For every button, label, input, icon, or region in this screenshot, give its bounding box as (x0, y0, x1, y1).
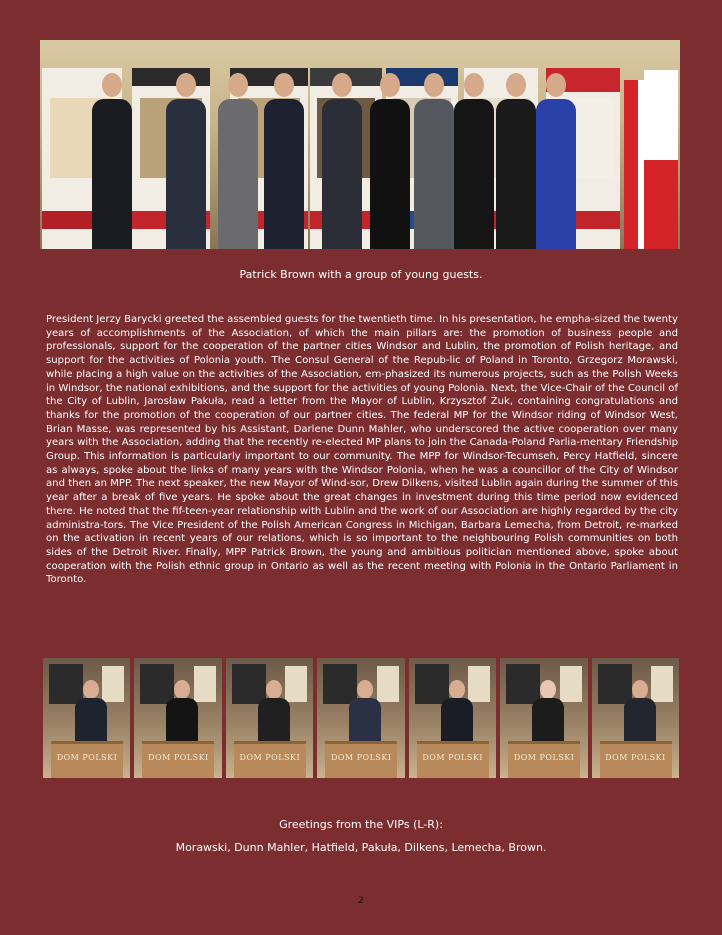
page-number: 2 (358, 896, 364, 906)
vip-photo (317, 658, 404, 778)
guest-figure (218, 73, 258, 249)
vip-caption-title: Greetings from the VIPs (L-R): (279, 818, 443, 831)
podium-label: DOM POLSKI (508, 741, 580, 778)
guest-figure (370, 73, 410, 249)
group-photo (40, 40, 680, 249)
polish-flag (644, 70, 678, 249)
guest-figure (414, 73, 454, 249)
guest-figure (166, 73, 206, 249)
vip-caption-names: Morawski, Dunn Mahler, Hatfield, Pakuła, Dilkens, Lemecha, Brown. (175, 841, 547, 854)
podium-label: DOM POLSKI (600, 741, 672, 778)
vip-photo (43, 658, 130, 778)
vip-photo-strip (43, 658, 679, 778)
top-photo-caption: Patrick Brown with a group of young guests. (239, 268, 483, 281)
podium-label: DOM POLSKI (51, 741, 123, 778)
vip-photo (592, 658, 679, 778)
guest-figure (496, 73, 536, 249)
podium-label: DOM POLSKI (325, 741, 397, 778)
podium-label: DOM POLSKI (142, 741, 214, 778)
guest-figure (322, 73, 362, 249)
vip-photo (134, 658, 221, 778)
guest-figure (264, 73, 304, 249)
guest-figure (92, 73, 132, 249)
podium-label: DOM POLSKI (234, 741, 306, 778)
guest-figure (454, 73, 494, 249)
vip-photo (226, 658, 313, 778)
guest-figure (536, 73, 576, 249)
podium-label: DOM POLSKI (417, 741, 489, 778)
vip-photo (500, 658, 587, 778)
vip-photo (409, 658, 496, 778)
article-paragraph: President Jerzy Barycki greeted the assembled guests for the twentieth time. In his presentation, he empha-sized the twenty years of accomplishments of the Association, of which the main pillars are: the promotion of business people and professionals, support for the cooperation of the partner cities Windsor and Lublin, the promotion of Polish heritage, and support for the activities of Polonia youth. The Consul General of the Repub-lic of Poland in Toronto, Grzegorz Morawski, while placing a high value on the activities of the Association, em-phasized its numerous projects, such as the Polish Weeks in Windsor, the national exhibitions, and the support for the activities of young Polonia. Next, the Vice-Chair of the Council of the City of Lublin, Jarosław Pakuła, read a letter from the Mayor of Lublin, Krzysztof Żuk, containing congratulations and thanks for the promotion of the cooperation of our partner cities. The federal MP for the Windsor riding of Windsor West, Brian Masse, was represented by his Assistant, Darlene Dunn Mahler, who underscored the active cooperation over many years with the Association, adding that the recently re-elected MP plans to join the Canada-Poland Parlia-mentary Friendship Group. This information is particularly important to our community. The MPP for Windsor-Tecumseh, Percy Hatfield, sincere as always, spoke about the links of many years with the Windsor Polonia, when he was a councillor of the City of Windsor and then an MPP. The next speaker, the new Mayor of Wind-sor, Drew Dilkens, visited Lublin again during the summer of this year after a break of five years. He spoke about the great changes in investment during this time period now evidenced there. He noted that the fif-teen-year relationship with Lublin and the work of our Association are highly regarded by the city administra-tors. The Vice President of the Polish American Congress in Michigan, Barbara Lemecha, from Detroit, re-marked on the activation in recent years of our relations, which is so important to the neighbouring Polish communities on both sides of the Detroit River. Finally, MPP Patrick Brown, the young and ambitious politician mentioned above, spoke about cooperation with the Polish ethnic group in Ontario as well as the recent meeting with Polonia in the Ontario Parliament in Toronto. (46, 314, 679, 586)
